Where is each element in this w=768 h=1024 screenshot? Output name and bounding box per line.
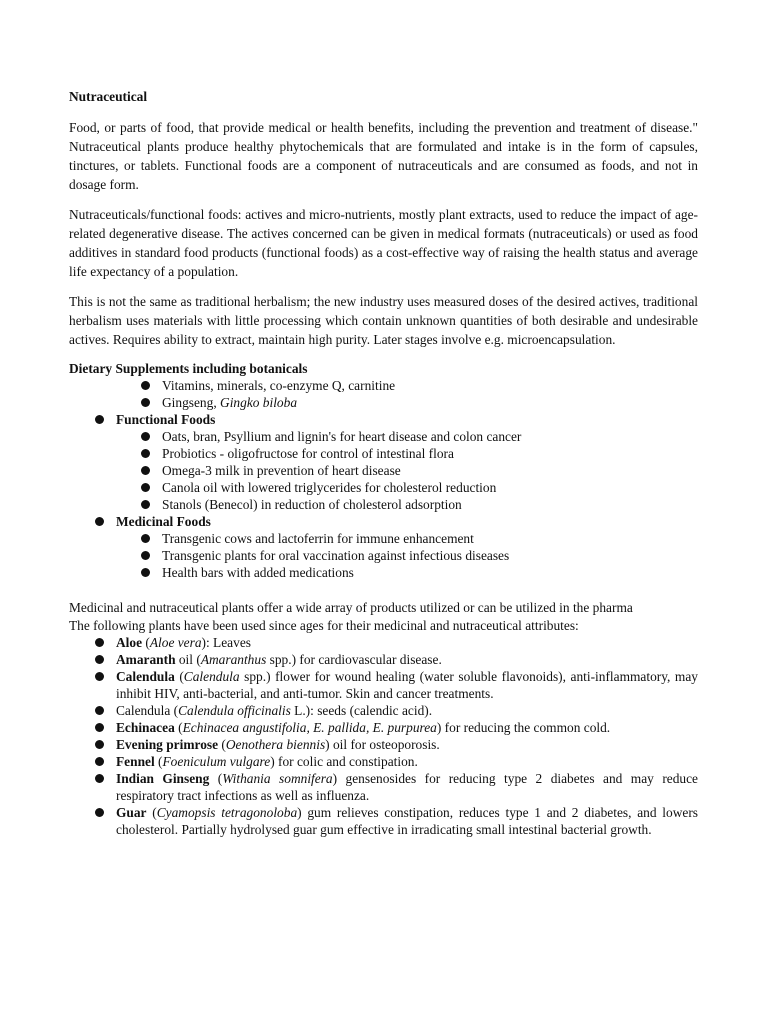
paragraph-functional-foods: Nutraceuticals/functional foods: actives and micro-nutrients, mostly plant extracts, used to reduce the impact of age-related degenerative disease. The actives concerned can be given in medical formats (nutraceuticals) or used as food additives in standard food products (functional foods) as a cost-effective way of raising the health status and average life expectancy of a population.: [69, 207, 698, 279]
medicinal-foods-list: [116, 530, 698, 581]
bullet-icon: [141, 568, 150, 577]
bullet-icon: [95, 808, 104, 817]
plant-item: Calendula (Calendula spp.) flower for wound healing (water soluble flavonoids), anti-inflammatory, may inhibit HIV, anti-bacterial, and anti-tumor. Skin and cancer treatments.: [116, 668, 698, 702]
supplements-heading: Dietary Supplements including botanicals: [69, 361, 308, 376]
bullet-icon: [95, 655, 104, 664]
bullet-icon: [141, 466, 150, 475]
bullet-icon: [141, 534, 150, 543]
plant-item: Indian Ginseng (Withania somnifera) gensenosides for reducing type 2 diabetes and may reduce respiratory tract infections as well as influenza.: [116, 770, 698, 804]
plant-item: Guar (Cyamopsis tetragonoloba) gum relieves constipation, reduces type 1 and 2 diabetes, and lowers cholesterol. Partially hydrolysed guar gum effective in irradicating small intestinal bacterial growth.: [116, 804, 698, 838]
bullet-icon: [95, 757, 104, 766]
list-item: Canola oil with lowered triglycerides for cholesterol reduction: [162, 479, 698, 496]
plants-intro-1: Medicinal and nutraceutical plants offer a wide array of products utilized or can be utilized in the pharma: [69, 600, 633, 615]
bullet-icon: [141, 432, 150, 441]
bullet-icon: [141, 398, 150, 407]
list-item: Stanols (Benecol) in reduction of cholesterol adsorption: [162, 496, 698, 513]
paragraph-definition: Food, or parts of food, that provide medical or health benefits, including the prevention and treatment of disease." Nutraceutical plants produce healthy phytochemicals that are formulated and intake is in the form of capsules, tinctures, or tablets. Functional foods are a component of nutraceuticals and are consumed as foods, and not in dosage form.: [69, 120, 698, 192]
plant-item: Fennel (Foeniculum vulgare) for colic and constipation.: [116, 753, 698, 770]
bullet-icon: [95, 740, 104, 749]
bullet-icon: [95, 706, 104, 715]
supplements-list: [116, 377, 698, 411]
supplements-group: [116, 377, 698, 411]
list-item: Gingseng, Gingko biloba: [162, 394, 698, 411]
plants-intro-2: The following plants have been used since ages for their medicinal and nutraceutical attributes:: [69, 618, 579, 633]
bullet-icon: [95, 517, 104, 526]
list-item: Transgenic cows and lactoferrin for immune enhancement: [162, 530, 698, 547]
bullet-icon: [95, 672, 104, 681]
functional-foods-group: [116, 411, 698, 513]
medicinal-foods-heading: Medicinal Foods: [116, 514, 211, 529]
list-item: Omega-3 milk in prevention of heart disease: [162, 462, 698, 479]
bullet-icon: [141, 449, 150, 458]
bullet-icon: [95, 415, 104, 424]
bullet-icon: [95, 638, 104, 647]
bullet-icon: [95, 723, 104, 732]
list-item: Oats, bran, Psyllium and lignin's for heart disease and colon cancer: [162, 428, 698, 445]
functional-foods-list: [116, 428, 698, 513]
category-list: [69, 377, 698, 581]
document-page: [69, 87, 698, 838]
list-item: Health bars with added medications: [162, 564, 698, 581]
list-item: Probiotics - oligofructose for control of intestinal flora: [162, 445, 698, 462]
medicinal-foods-group: [116, 513, 698, 581]
plant-item: Evening primrose (Oenothera biennis) oil for osteoporosis.: [116, 736, 698, 753]
plants-list: [69, 634, 698, 838]
list-item: Vitamins, minerals, co-enzyme Q, carnitine: [162, 377, 698, 394]
bullet-icon: [141, 483, 150, 492]
bullet-icon: [141, 500, 150, 509]
page-title: Nutraceutical: [69, 89, 148, 104]
bullet-icon: [141, 381, 150, 390]
plant-item: Calendula (Calendula officinalis L.): seeds (calendic acid).: [116, 702, 698, 719]
bullet-icon: [95, 774, 104, 783]
plant-item: Echinacea (Echinacea angustifolia, E. pallida, E. purpurea) for reducing the common cold.: [116, 719, 698, 736]
paragraph-herbalism: This is not the same as traditional herbalism; the new industry uses measured doses of the desired actives, traditional herbalism uses materials with little processing which contain unknown quantities of both desirable and undesirable actives. Requires ability to extract, maintain high purity. Later stages involve e.g. microencapsulation.: [69, 294, 698, 347]
functional-foods-heading: Functional Foods: [116, 412, 216, 427]
plant-item: Amaranth oil (Amaranthus spp.) for cardiovascular disease.: [116, 651, 698, 668]
plant-item: Aloe (Aloe vera): Leaves: [116, 634, 698, 651]
bullet-icon: [141, 551, 150, 560]
list-item: Transgenic plants for oral vaccination against infectious diseases: [162, 547, 698, 564]
